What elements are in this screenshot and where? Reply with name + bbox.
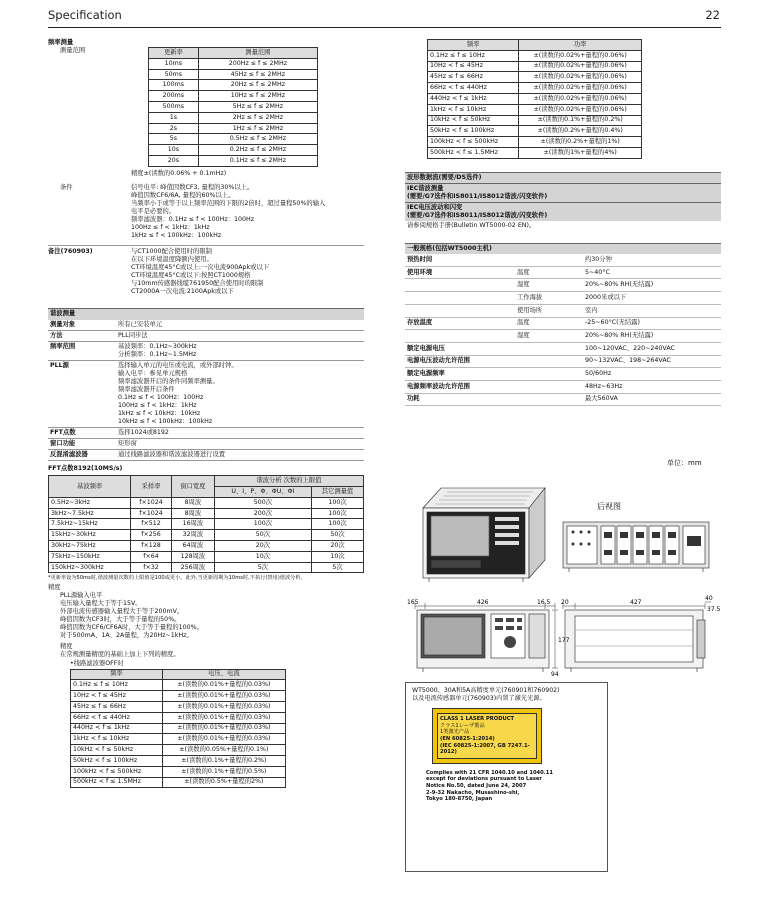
fft-cell: 15kHz~30kHz [49, 530, 131, 541]
general-spec-rows [405, 254, 721, 406]
acc-row [71, 691, 286, 702]
precision-label: 精度 [48, 584, 61, 592]
acc-cell: ±(读数的0.01%+量程的0.03%) [162, 691, 285, 702]
freq-accuracy: 精度±(读数的0.06% + 0.1mHz) [131, 169, 227, 177]
fft-sub1: 其它测量值 [311, 487, 363, 498]
power-row [428, 61, 642, 72]
freq-cell: 1Hz ≤ f ≤ 2MHz [198, 123, 317, 134]
acc-header-0: 频率 [71, 669, 163, 680]
fft-cell: 30kHz~75kHz [49, 541, 131, 552]
freq-row [149, 156, 318, 167]
power-row [428, 72, 642, 83]
fft-sub0: U、I、P、Φ、ΦU、ΦI [214, 487, 311, 498]
freq-cell: 50ms [149, 69, 199, 80]
harmonic-value: 所有已安装单元 [118, 320, 163, 328]
instrument-front-view [417, 610, 549, 672]
acc-row [71, 680, 286, 691]
fft-cell: 0.5Hz~3kHz [49, 497, 131, 508]
freq-cell: 45Hz ≤ f ≤ 2MHz [198, 69, 317, 80]
pll-level-text: PLL源输入电平 电压输入量程大于等于15V。 外部电流传感器输入量程大于等于200mV。 峰值因数为CF3时，大于等于量程的50%。 峰值因数为CF6/CF6A时，大于等于量程的100%。 对于500mA、1A、2A量程，为20Hz~1kHz。 [60, 592, 203, 640]
waveform-note: 请参阅规格手册(Bulletin WT5000-02 EN)。 [407, 222, 536, 229]
general-row [405, 279, 721, 292]
unit-label: 单位：mm [667, 459, 702, 467]
fft-cell: 128周波 [171, 551, 214, 562]
freq-cell: 500ms [149, 102, 199, 113]
harmonic-key: 频率范围 [50, 342, 76, 350]
general-key: 额定电源频率 [407, 370, 445, 378]
harmonic-key: PLL源 [50, 361, 69, 369]
harmonic-value: 矩形窗 [118, 440, 137, 448]
fft-cell: 20次 [214, 541, 311, 552]
power-cell: ±(读数的0.02%+量程的0.06%) [519, 104, 642, 115]
power-row [428, 83, 642, 94]
power-row [428, 147, 642, 158]
general-key: 存放温度 [407, 319, 433, 327]
fft-cell: 100次 [214, 519, 311, 530]
freq-cell: 5Hz ≤ f ≤ 2MHz [198, 102, 317, 113]
fft-cell: 50次 [214, 530, 311, 541]
freq-cell: 20Hz ≤ f ≤ 2MHz [198, 80, 317, 91]
waveform-row: IEC谐波测量 (需要/G7选件和IS8011/IS8012谐波/闪变软件) [405, 183, 721, 202]
fft-note: *更新率设为50ms时,谐波测量次数的上限值是100或更小。此外,当更新周期为10ms时,不执行(禁用)谐波分析。 [48, 575, 306, 582]
fft-cell: 16周波 [171, 519, 214, 530]
acc-row [71, 701, 286, 712]
instrument-rear-view [563, 522, 709, 572]
power-cell: 440Hz < f ≤ 1kHz [428, 93, 519, 104]
fft-cell: 256周波 [171, 562, 214, 573]
acc-cell: ±(读数的0.01%+量程的0.03%) [162, 680, 285, 691]
power-accuracy-table [427, 39, 642, 159]
fft-cell: f×1024 [131, 497, 172, 508]
acc-row [71, 723, 286, 734]
general-value: -25~60°C(无结露) [585, 319, 640, 327]
page-number: 22 [705, 8, 720, 22]
power-cell: 1kHz < f ≤ 10kHz [428, 104, 519, 115]
power-cell: 100kHz < f ≤ 500kHz [428, 137, 519, 148]
harmonic-value: 基波频率：0.1Hz~300kHz 分析频率：0.1Hz~1.5MHz [118, 342, 197, 358]
acc-cell: 1kHz < f ≤ 10kHz [71, 734, 163, 745]
fft-cell: 5次 [311, 562, 363, 573]
freq-row [149, 80, 318, 91]
dim-426: 426 [477, 599, 489, 606]
fft-cell: 500次 [214, 497, 311, 508]
acc-row [71, 745, 286, 756]
fft-cell: f×256 [131, 530, 172, 541]
freq-cell: 200ms [149, 91, 199, 102]
freq-cell: 5s [149, 134, 199, 145]
general-sub: 温度 [517, 268, 530, 276]
general-title: 一般规格(包括WT5000主机) [405, 243, 721, 254]
power-cell: 10Hz < f ≤ 45Hz [428, 61, 519, 72]
fft-cell: 10次 [311, 551, 363, 562]
power-header-1: 功率 [519, 40, 642, 51]
dim-37-5: 37.5 [707, 606, 721, 613]
harmonic-key: 方法 [50, 331, 63, 339]
fft-cell: 100次 [311, 497, 363, 508]
general-key: 电源频率波动允许范围 [407, 382, 470, 390]
power-cell: 50kHz < f ≤ 100kHz [428, 126, 519, 137]
waveform-rows [405, 172, 721, 221]
power-cell: ±(读数的0.02%+量程的0.06%) [519, 72, 642, 83]
fft-row [49, 551, 364, 562]
accuracy-text: 精度 在常规测量精度的基础上加上下列的精度。 [60, 643, 180, 659]
header-rule [48, 27, 721, 28]
acc-cell: 50kHz < f ≤ 100kHz [71, 755, 163, 766]
dimension-drawing [405, 470, 721, 680]
acc-row [71, 777, 286, 788]
acc-cell: 100kHz < f ≤ 500kHz [71, 766, 163, 777]
freq-range-label: 测量范围 [60, 47, 86, 55]
fft-cell: 150kHz~300kHz [49, 562, 131, 573]
acc-cell: 66Hz < f ≤ 440Hz [71, 712, 163, 723]
laser-caption: WT5000、30A和5A高精度单元(760901和760902) 以及电流传感器单元(760903)内置了激光光源。 [412, 687, 560, 702]
acc-cell: ±(读数的0.1%+量程的0.2%) [162, 755, 285, 766]
laser-notice-box [405, 682, 608, 872]
fft-cell: 32周波 [171, 530, 214, 541]
harmonic-row [48, 342, 364, 361]
fft-cell: 50次 [311, 530, 363, 541]
harmonic-row [48, 439, 364, 450]
freq-note-label: 备注(760903) [48, 248, 93, 256]
freq-cell: 200Hz ≤ f ≤ 2MHz [198, 58, 317, 69]
dim-177: 177 [558, 637, 570, 644]
fft-table [48, 475, 364, 573]
left-column [48, 39, 364, 788]
power-cell: 0.1Hz ≤ f ≤ 10Hz [428, 50, 519, 61]
power-row [428, 50, 642, 61]
freq-cell: 0.5Hz ≤ f ≤ 2MHz [198, 134, 317, 145]
freq-cell: 100ms [149, 80, 199, 91]
acc-cell: 0.1Hz ≤ f ≤ 10Hz [71, 680, 163, 691]
freq-cell: 10ms [149, 58, 199, 69]
dim-20: 20 [561, 599, 569, 606]
laser-label [432, 708, 542, 764]
dim-427: 427 [630, 599, 642, 606]
power-row [428, 93, 642, 104]
power-cell: ±(读数的0.2%+量程的0.4%) [519, 126, 642, 137]
harmonic-value: 选择输入单元的电压或电流，或外部时钟。 输入电平：参见单元规格 频率滤波器开启的条件同频率测量。 频率滤波器开启条件 0.1Hz ≤ f < 100Hz：100Hz 100Hz ≤ f < 1kHz：1kHz 1kHz ≤ f < 10kHz：10kHz 10kHz ≤ f < 100kHz：100kHz [118, 361, 238, 426]
general-row [405, 330, 721, 343]
acc-header-1: 电压、电流 [162, 669, 285, 680]
fft-cell: 8周波 [171, 497, 214, 508]
freq-header-1: 测量范围 [198, 48, 317, 59]
harmonic-key: FFT点数 [50, 429, 76, 437]
freq-row [149, 145, 318, 156]
freq-row [149, 58, 318, 69]
fft-cell: 20次 [311, 541, 363, 552]
freq-cond-text: 信号电平: 峰值因数CF3, 量程的30%以上。 峰值因数CF6/6A, 量程的60%以上。 当频率小于或等于以上频率范围的下限的2倍时，超过量程50%的输入 电平是必要的。 频率滤波器：0.1Hz ≤ f < 100Hz：100Hz 100Hz ≤ f < 1kHz：1kHz 1kHz ≤ f < 100kHz：100kHz [131, 183, 326, 240]
acc-row [71, 766, 286, 777]
fft-row [49, 541, 364, 552]
power-row [428, 137, 642, 148]
general-key: 使用环境 [407, 268, 433, 276]
general-sub: 湿度 [517, 332, 530, 340]
power-cell: 500kHz < f ≤ 1.5MHz [428, 147, 519, 158]
general-value: 50/60Hz [585, 370, 612, 378]
power-cell: 10kHz < f ≤ 50kHz [428, 115, 519, 126]
acc-cell: ±(读数的0.5%+量程的2%) [162, 777, 285, 788]
fft-h0: 基波频率 [49, 476, 131, 498]
laser-line-1: クラス1レーザ製品 [440, 722, 485, 729]
dim-40: 40 [705, 595, 713, 602]
general-row [405, 267, 721, 280]
acc-cell: ±(读数的0.01%+量程的0.03%) [162, 712, 285, 723]
freq-row [149, 123, 318, 134]
acc-row [71, 712, 286, 723]
laser-label-inner [437, 713, 537, 759]
fft-cell: f×64 [131, 551, 172, 562]
freq-row [149, 102, 318, 113]
harmonic-row [48, 361, 364, 428]
harmonic-key: 反混淆滤波器 [50, 451, 88, 459]
freq-cond-label: 条件 [60, 183, 73, 191]
fft-cell: 3kHz~7.5kHz [49, 508, 131, 519]
general-row [405, 381, 721, 394]
freq-cell: 0.2Hz ≤ f ≤ 2MHz [198, 145, 317, 156]
general-row [405, 292, 721, 305]
general-key: 电源电压波动允许范围 [407, 357, 470, 365]
fft-cell: 7.5kHz~15kHz [49, 519, 131, 530]
general-value: 室内 [585, 306, 598, 314]
power-row [428, 126, 642, 137]
instrument-side-view [565, 610, 705, 672]
laser-line-4: (IEC 60825-1:2007, GB 7247.1-2012) [440, 742, 530, 756]
harmonic-row [48, 320, 364, 331]
fft-cell: 100次 [311, 519, 363, 530]
freq-range-table [148, 47, 318, 167]
dim-94: 94 [551, 671, 559, 678]
fft-cell: 75kHz~150kHz [49, 551, 131, 562]
freq-row [149, 134, 318, 145]
general-sub: 湿度 [517, 281, 530, 289]
general-key: 额定电源电压 [407, 344, 445, 352]
freq-row [149, 91, 318, 102]
acc-row [71, 734, 286, 745]
power-cell: ±(读数的0.2%+量程的1%) [519, 137, 642, 148]
power-cell: ±(读数的0.1%+量程的0.2%) [519, 115, 642, 126]
acc-cell: ±(读数的0.01%+量程的0.03%) [162, 723, 285, 734]
freq-row [149, 112, 318, 123]
general-value: 90~132VAC、198~264VAC [585, 357, 671, 365]
general-row [405, 318, 721, 331]
rear-view-label: 后视图 [597, 502, 621, 511]
acc-cell: ±(读数的0.05%+量程的0.1%) [162, 745, 285, 756]
harmonic-key: 测量对象 [50, 320, 76, 328]
fft-row [49, 497, 364, 508]
page-header-title: Specification [48, 8, 122, 22]
general-sub: 温度 [517, 319, 530, 327]
right-column [405, 39, 721, 406]
general-row [405, 305, 721, 318]
general-value: 20%~80% RH(无结露) [585, 332, 654, 340]
general-key: 功耗 [407, 395, 420, 403]
power-row [428, 104, 642, 115]
freq-cell: 2Hz ≤ f ≤ 2MHz [198, 112, 317, 123]
general-value: 最大560VA [585, 395, 618, 403]
general-row [405, 394, 721, 407]
freq-row [149, 69, 318, 80]
dim-16-5: 16.5 [537, 599, 551, 606]
harmonic-title: 谐波测量 [48, 308, 364, 319]
acc-cell: 500kHz < f ≤ 1.5MHz [71, 777, 163, 788]
harmonic-row [48, 450, 364, 461]
instrument-perspective [423, 488, 545, 582]
general-row [405, 254, 721, 267]
fft-cell: f×32 [131, 562, 172, 573]
general-value: 48Hz~63Hz [585, 382, 623, 390]
harmonic-value: 选择1024或8192 [118, 429, 169, 437]
general-row [405, 343, 721, 356]
general-value: 约30分钟 [585, 255, 612, 263]
harmonic-value: 通过线路滤波器和谐波滤波器进行设置 [118, 451, 226, 459]
fft-h3: 谐波分析 次数的上限值 [214, 476, 363, 487]
waveform-row: IEC电压波动和闪变 (需要/G7选件和IS8011/IS8012谐波/闪变软件) [405, 202, 721, 221]
laser-line-2: 1类激光产品 [440, 729, 470, 736]
fft-cell: 64周波 [171, 541, 214, 552]
general-sub: 使用场所 [517, 306, 543, 314]
acc-cell: 440Hz < f ≤ 1kHz [71, 723, 163, 734]
power-row [428, 115, 642, 126]
acc-row [71, 755, 286, 766]
fft-cell: 100次 [311, 508, 363, 519]
fft-title: FFT点数8192(10MS/s) [48, 465, 123, 473]
freq-cell: 10Hz ≤ f ≤ 2MHz [198, 91, 317, 102]
fft-h2: 窗口宽度 [171, 476, 214, 498]
general-row [405, 368, 721, 381]
acc-cell: 10kHz < f ≤ 50kHz [71, 745, 163, 756]
dim-165: 165 [407, 599, 419, 606]
accuracy-sub: •线路滤波器OFF时 [70, 659, 124, 667]
fft-cell: f×1024 [131, 508, 172, 519]
general-key: 预热时间 [407, 255, 433, 263]
acc-cell: 10Hz < f ≤ 45Hz [71, 691, 163, 702]
fft-h1: 采样率 [131, 476, 172, 498]
fft-cell: 5次 [214, 562, 311, 573]
harmonic-rows [48, 320, 364, 462]
fft-row [49, 519, 364, 530]
freq-cell: 1s [149, 112, 199, 123]
harmonic-accuracy-table [70, 669, 286, 789]
general-value: 20%~80% RH(无结露) [585, 281, 654, 289]
freq-cell: 0.1Hz ≤ f ≤ 2MHz [198, 156, 317, 167]
harmonic-row [48, 331, 364, 342]
power-cell: ±(读数的0.02%+量程的0.06%) [519, 61, 642, 72]
fft-row [49, 530, 364, 541]
power-cell: 45Hz ≤ f ≤ 66Hz [428, 72, 519, 83]
power-cell: ±(读数的0.02%+量程的0.06%) [519, 50, 642, 61]
power-cell: ±(读数的1%+量程的4%) [519, 147, 642, 158]
freq-header-0: 更新率 [149, 48, 199, 59]
general-sub: 工作海拔 [517, 293, 543, 301]
fft-row [49, 508, 364, 519]
power-cell: ±(读数的0.02%+量程的0.06%) [519, 93, 642, 104]
acc-cell: ±(读数的0.01%+量程的0.03%) [162, 734, 285, 745]
general-row [405, 356, 721, 369]
freq-note-text: 与CT1000配合使用时的限制 在以下环境温度降额内使用。 CT环境温度45°C或以上:一次电流900Apk或以下 CT环境温度45°C或以下:按照CT1000规格 与10mm传感器线缆761950配合使用时的限制 CT2000A一次电流:2100Apk或以下 [131, 248, 270, 296]
power-cell: 66Hz < f ≤ 440Hz [428, 83, 519, 94]
freq-meas-title: 频率测量 [48, 39, 74, 46]
freq-cell: 20s [149, 156, 199, 167]
fft-cell: f×128 [131, 541, 172, 552]
general-value: 5~40°C [585, 268, 610, 276]
fft-cell: 200次 [214, 508, 311, 519]
acc-cell: ±(读数的0.1%+量程的0.5%) [162, 766, 285, 777]
harmonic-value: PLL同步法 [118, 331, 148, 339]
waveform-row: 波形数据流(需要/DS选件) [405, 172, 721, 183]
power-cell: ±(读数的0.02%+量程的0.06%) [519, 83, 642, 94]
harmonic-key: 窗口功能 [50, 440, 76, 448]
acc-cell: ±(读数的0.01%+量程的0.03%) [162, 701, 285, 712]
freq-cell: 10s [149, 145, 199, 156]
general-value: 100~120VAC、220~240VAC [585, 344, 675, 352]
laser-line-0: CLASS 1 LASER PRODUCT [440, 715, 515, 722]
harmonic-row [48, 428, 364, 439]
laser-line-3: (EN 60825-1:2014) [440, 735, 495, 742]
fft-cell: 10次 [214, 551, 311, 562]
freq-cell: 2s [149, 123, 199, 134]
fft-cell: f×512 [131, 519, 172, 530]
acc-cell: 45Hz ≤ f ≤ 66Hz [71, 701, 163, 712]
laser-compliance: Complies with 21 CFR 1040.10 and 1040.11 except for deviations pursuant to Laser Notice No.50, dated June 24, 2007 2-9-32 Nakacho, Musashino-shi, Tokyo 180-8750, Japan [426, 769, 553, 803]
general-value: 2000米或以下 [585, 293, 627, 301]
fft-cell: 8周波 [171, 508, 214, 519]
power-header-0: 频率 [428, 40, 519, 51]
fft-row [49, 562, 364, 573]
